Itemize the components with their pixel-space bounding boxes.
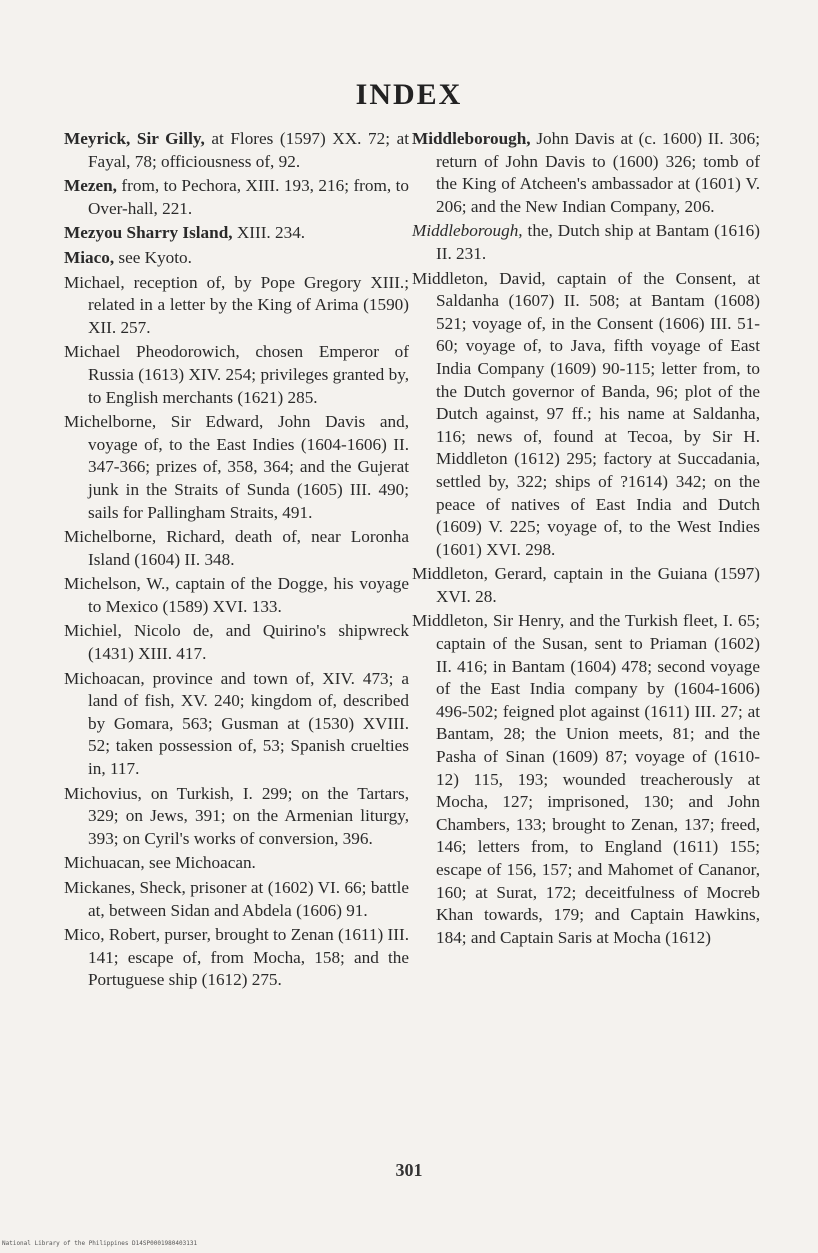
index-entry — [412, 563, 760, 608]
entry-heading: Middleborough, — [412, 221, 523, 241]
entry-body: see Kyoto. — [114, 247, 192, 267]
entry-heading: Michiel, Nicolo de, — [64, 621, 214, 641]
scan-footer: National Library of the Philippines D14SP0001980403131 — [2, 1240, 198, 1247]
entry-body: the, Dutch ship at Bantam (1616) II. 231. — [436, 221, 760, 263]
entry-body: purser, brought to Zenan (1611) III. 141; escape of, from Mocha, 158; and the Portuguese ship (1612) 275. — [88, 925, 410, 990]
entry-heading: Michael Pheodorowich, — [64, 342, 240, 362]
index-entry — [64, 175, 409, 220]
index-entry — [64, 573, 409, 618]
entry-body: on Turkish, I. 299; on the Tartars, 329; on Jews, 391; on the Armenian liturgy, 393; on Cyril's works of conversion, 396. — [88, 783, 409, 848]
entry-heading: Meyrick, Sir Gilly, — [64, 129, 205, 148]
page-title: INDEX — [355, 78, 463, 111]
entry-body: reception of, by Pope Gregory XIII.; related in a letter by the King of Arima (1590) XII. 257. — [88, 272, 409, 337]
entry-body: province and town of, XIV. 473; a land of fish, XV. 240; kingdom of, described by Gomara, 563; Gusman at (1530) XVIII. 52; taken possession of, 53; Spanish cruelties in, 117. — [88, 668, 409, 779]
index-entry — [64, 924, 409, 992]
entry-body: John Davis at (c. 1600) II. 306; return of John Davis to (1600) 326; tomb of the King of Atcheen's ambassador at (1601) V. 206; and the New Indian Company, 206. — [436, 129, 760, 216]
entry-body: and the Turkish fleet, I. 65; captain of the Susan, sent to Priaman (1602) II. 416; in Bantam (1604) 478; second voyage of the East India company by (1604-1606) 496-502; feigned plot against (1611) III. 27; at Bantam, 28; the Union meets, 81; and the Pasha of Sinan (1609) 87; voyage of (1610-12) 115, 193; wounded treacherously at Mocha, 127; imprisoned, 130; and John Chambers, 133; brought to Zenan, 137; freed, 146; letters from, to England (1611) 155; escape of 156, 157; and Mahomet of Cananor, 160; at Surat, 172; deceitfulness of Mocreb Khan towards, 179; and Captain Hawkins, 184; and Captain Saris at Mocha (1612) — [436, 611, 760, 947]
entry-heading: Middleborough, — [412, 129, 531, 148]
index-column-left — [64, 128, 409, 994]
index-entry — [412, 268, 760, 562]
index-entry — [64, 526, 409, 571]
entry-body: XIII. 234. — [232, 223, 306, 243]
entry-heading: Michael, — [64, 272, 125, 292]
index-entry — [64, 783, 409, 851]
entry-heading: Mezyou Sharry Island, — [64, 223, 233, 243]
entry-body: chosen Emperor of Russia (1613) XIV. 254; privileges granted by, to English merchants (1621) 285. — [88, 342, 409, 407]
entry-body: death of, near Loronha Island (1604) II. 348. — [88, 527, 409, 569]
entry-heading: Michuacan, — [64, 853, 145, 873]
index-entry — [64, 852, 409, 875]
index-entry — [64, 620, 409, 665]
index-entry — [64, 411, 409, 524]
entry-heading: Middleton, Sir Henry, — [412, 611, 565, 631]
entry-heading: Miaco, — [64, 247, 115, 267]
entry-body: at Flores (1597) XX. 72; at Fayal, 78; officiousness of, 92. — [88, 129, 409, 171]
entry-heading: Middleton, David, — [412, 268, 546, 288]
index-entry — [64, 877, 409, 922]
page-number: 301 — [395, 1160, 423, 1180]
entry-heading: Michovius, — [64, 783, 142, 803]
index-column-right — [412, 128, 760, 951]
index-entry — [64, 247, 409, 270]
entry-heading: Michelson, W., — [64, 574, 170, 594]
index-entry — [412, 220, 760, 265]
entry-body: John Davis and, voyage of, to the East Indies (1604-1606) II. 347-366; prizes of, 358, 364; and the Gujerat junk in the Straits of Sunda (1605) III. 490; sails for Pallingham Straits, 491. — [88, 412, 409, 522]
entry-body: captain of the Consent, at Saldanha (1607) II. 508; at Bantam (1608) 521; voyage of, in the Consent (1606) III. 51-60; voyage of, to Java, fifth voyage of East India Company (1609) 90-115; letter from, to the Dutch governor of Banda, 96; plot of the Dutch against, 97 ff.; his name at Saldanha, 116; news of, found at Tecoa, by Sir H. Middleton (1612) 295; factory at Succadania, settled by, 322; ships of ?1614) 342; on the peace of natives of East India and Dutch (1609) V. 225; voyage of, to the West Indies (1601) XVI. 298. — [436, 268, 760, 559]
entry-body: and Quirino's shipwreck (1431) XIII. 417. — [88, 621, 409, 664]
index-entry — [64, 272, 409, 340]
entry-body: from, to Pechora, XIII. 193, 216; from, to Over-hall, 221. — [88, 176, 409, 218]
entry-heading: Mezen, — [64, 176, 117, 196]
entry-body: captain in the Guiana (1597) XVI. 28. — [436, 564, 760, 606]
index-entry — [412, 610, 760, 949]
index-entry — [64, 128, 409, 173]
entry-heading: Middleton, Gerard, — [412, 564, 547, 584]
index-entry — [64, 341, 409, 409]
entry-body: prisoner at (1602) VI. 66; battle at, between Sidan and Abdela (1606) 91. — [88, 878, 409, 920]
entry-heading: Mico, Robert, — [64, 925, 160, 945]
entry-body: captain of the Dogge, his voyage to Mexico (1589) XVI. 133. — [88, 574, 409, 616]
entry-body: see Michoacan. — [144, 853, 256, 873]
entry-heading: Michoacan, — [64, 668, 145, 688]
entry-heading: Michelborne, Richard, — [64, 527, 225, 547]
index-entry — [64, 668, 409, 781]
index-entry — [64, 222, 409, 245]
index-entry — [412, 128, 760, 218]
entry-heading: Mickanes, Sheck, — [64, 878, 186, 897]
entry-heading: Michelborne, Sir Edward, — [64, 412, 264, 432]
